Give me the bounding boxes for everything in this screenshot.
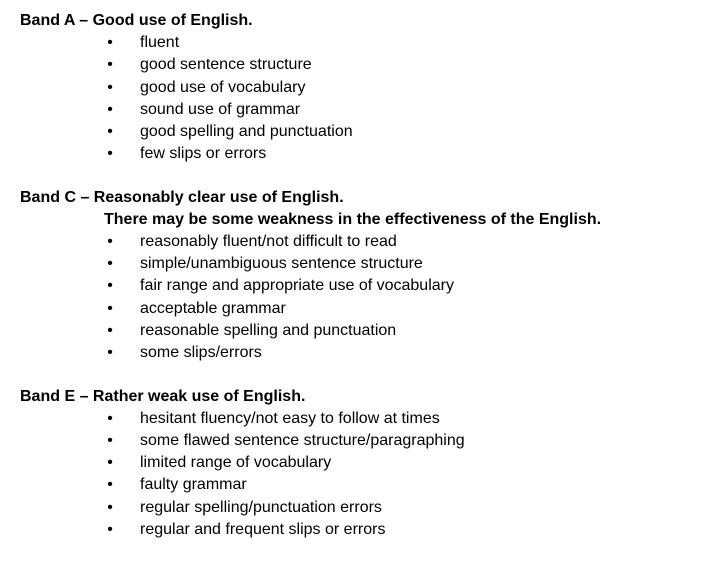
band-e-criteria-list (20, 408, 706, 542)
list-item (20, 298, 706, 320)
band-c-heading: Band C – Reasonably clear use of English. (20, 188, 344, 206)
list-item (20, 253, 706, 275)
band-a-heading: Band A – Good use of English. (20, 12, 253, 29)
band-e-section (20, 386, 706, 542)
list-item (20, 99, 706, 121)
list-item (20, 275, 706, 297)
list-item-text: reasonable spelling and punctuation (140, 321, 397, 339)
bullet-icon: • (107, 232, 113, 250)
list-item (20, 121, 706, 143)
band-a-criteria-list (20, 32, 706, 166)
bullet-icon: • (107, 56, 113, 74)
list-item (20, 342, 706, 364)
list-item (20, 519, 706, 541)
bullet-icon: • (107, 100, 113, 118)
list-item (20, 430, 706, 452)
list-item (20, 497, 706, 519)
list-item-text: hesitant fluency/not easy to follow at times (140, 409, 440, 427)
list-item-text: good spelling and punctuation (140, 123, 353, 141)
list-item-text: some slips/errors (140, 344, 262, 362)
bullet-icon: • (107, 299, 113, 317)
bullet-icon: • (107, 521, 113, 539)
bullet-icon: • (107, 431, 113, 449)
list-item (20, 408, 706, 430)
bullet-icon: • (107, 454, 113, 472)
list-item-text: few slips or errors (140, 145, 267, 163)
list-item (20, 231, 706, 253)
list-item (20, 452, 706, 474)
bullet-icon: • (107, 498, 113, 516)
bullet-icon: • (107, 145, 113, 163)
list-item (20, 143, 706, 165)
band-e-heading: Band E – Rather weak use of English. (20, 387, 306, 405)
bullet-icon: • (107, 321, 113, 339)
list-item-text: regular and frequent slips or errors (140, 521, 386, 539)
band-c-subheading: There may be some weakness in the effectiveness of the English. (104, 210, 602, 228)
list-item-text: reasonably fluent/not difficult to read (140, 232, 397, 250)
bullet-icon: • (107, 277, 113, 295)
list-item (20, 320, 706, 342)
list-item-text: regular spelling/punctuation errors (140, 498, 382, 516)
bullet-icon: • (107, 123, 113, 141)
band-a-section (20, 10, 706, 166)
list-item-text: limited range of vocabulary (140, 454, 332, 472)
list-item-text: good sentence structure (140, 56, 312, 74)
bullet-icon: • (107, 344, 113, 362)
list-item-text: some flawed sentence structure/paragraphing (140, 431, 465, 449)
list-item-text: acceptable grammar (140, 299, 286, 317)
bullet-icon: • (107, 34, 113, 51)
list-item-text: fluent (140, 34, 180, 51)
list-item (20, 77, 706, 99)
bullet-icon: • (107, 476, 113, 494)
list-item (20, 474, 706, 496)
list-item-text: sound use of grammar (140, 100, 301, 118)
list-item-text: simple/unambiguous sentence structure (140, 255, 423, 273)
bullet-icon: • (107, 78, 113, 96)
list-item-text: good use of vocabulary (140, 78, 306, 96)
band-c-criteria-list (20, 231, 706, 365)
band-c-section (20, 187, 706, 365)
bullet-icon: • (107, 255, 113, 273)
list-item (20, 54, 706, 76)
bullet-icon: • (107, 409, 113, 427)
list-item (20, 32, 706, 54)
list-item-text: fair range and appropriate use of vocabulary (140, 277, 454, 295)
list-item-text: faulty grammar (140, 476, 247, 494)
